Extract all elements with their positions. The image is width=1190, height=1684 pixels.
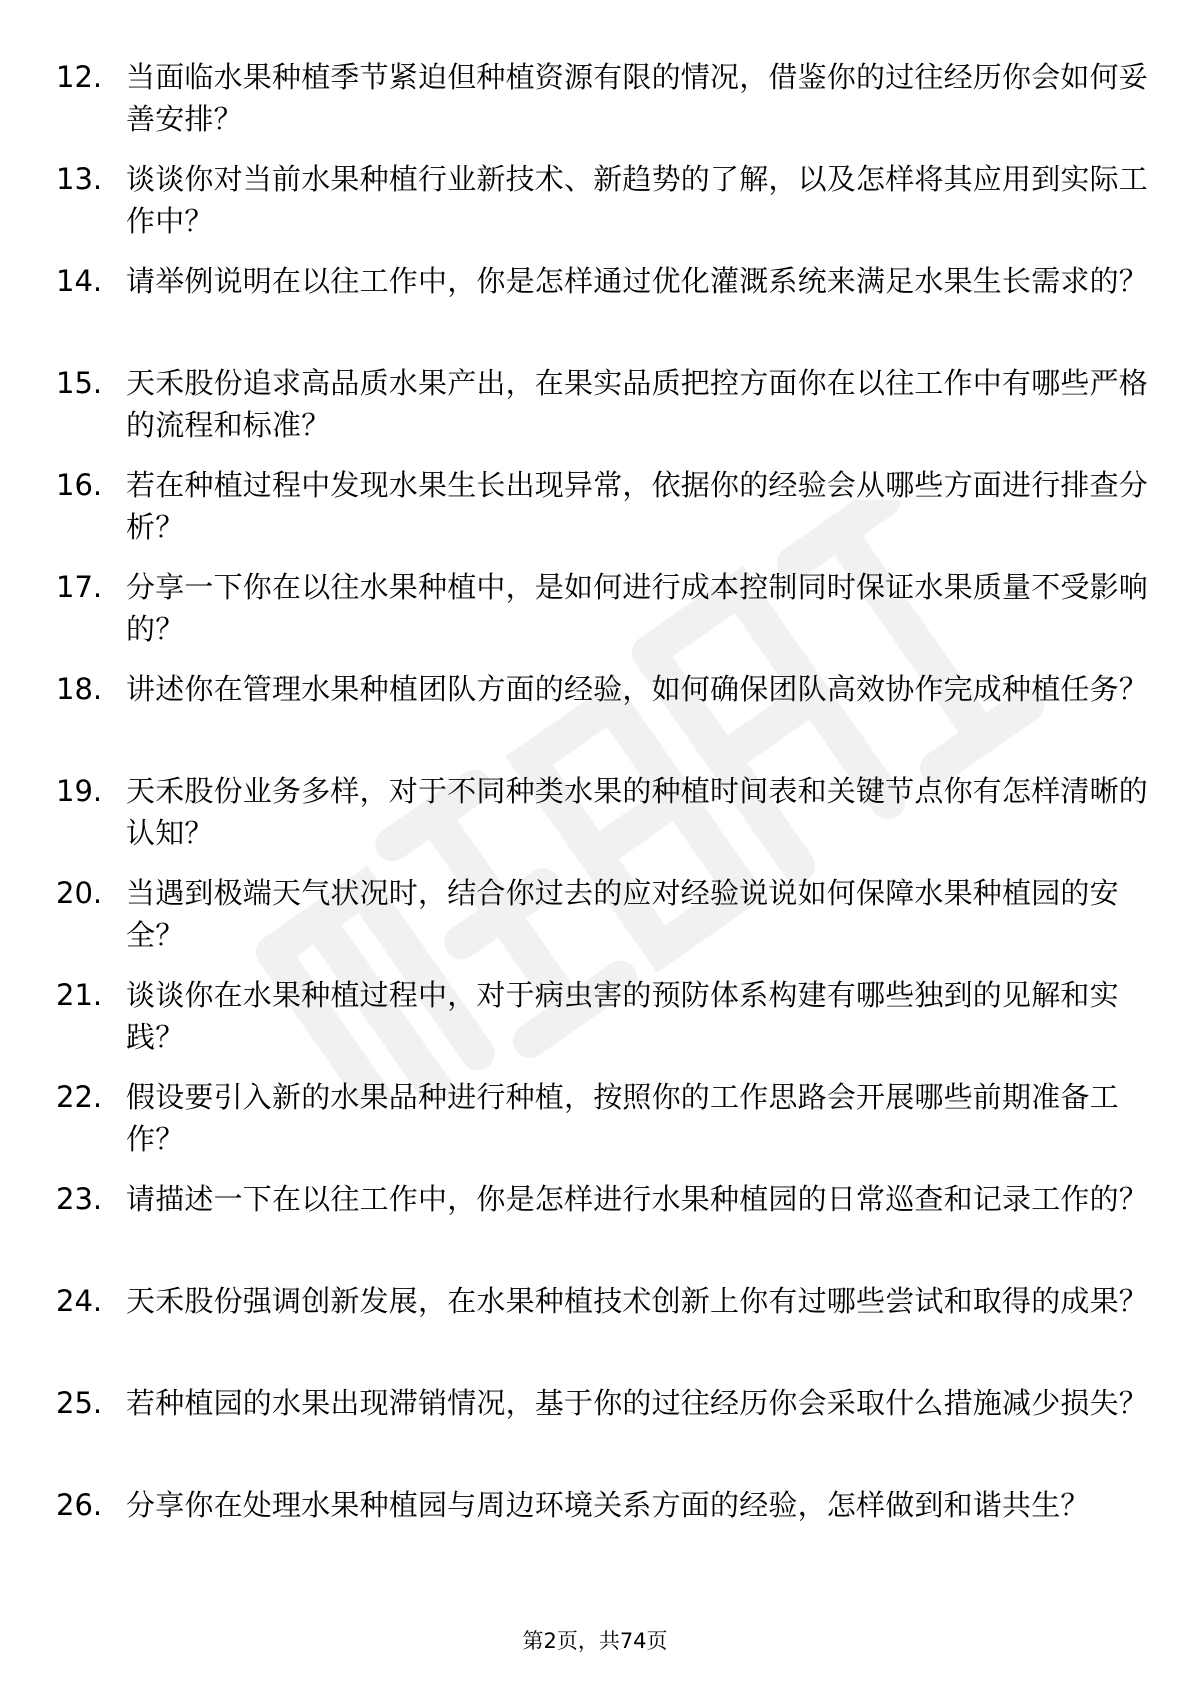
question-item <box>56 464 1149 566</box>
question-text: 若种植园的水果出现滞销情况，基于你的过往经历你会采取什么措施减少损失？ <box>126 1386 1149 1420</box>
question-text: 天禾股份追求高品质水果产出，在果实品质把控方面你在以往工作中有哪些严格的流程和标准？ <box>126 366 1149 442</box>
question-number: 15. <box>56 366 103 400</box>
page-footer: 第2页，共74页 <box>522 1629 668 1653</box>
question-text: 分享你在处理水果种植园与周边环境关系方面的经验，怎样做到和谐共生？ <box>126 1488 1090 1522</box>
question-text: 请举例说明在以往工作中，你是怎样通过优化灌溉系统来满足水果生长需求的？ <box>126 264 1149 298</box>
question-text: 天禾股份强调创新发展，在水果种植技术创新上你有过哪些尝试和取得的成果？ <box>126 1284 1149 1318</box>
question-item <box>56 362 1149 464</box>
question-text: 分享一下你在以往水果种植中，是如何进行成本控制同时保证水果质量不受影响的？ <box>126 570 1149 646</box>
question-item <box>56 56 1149 158</box>
question-item <box>56 566 1149 668</box>
question-number: 12. <box>56 60 103 94</box>
question-number: 17. <box>56 570 103 604</box>
question-item <box>56 1076 1119 1178</box>
question-item <box>56 1484 1116 1586</box>
question-item <box>56 974 1119 1076</box>
question-number: 24. <box>56 1284 103 1318</box>
question-item <box>56 668 1149 770</box>
question-item <box>56 260 1149 362</box>
question-item <box>56 1178 1149 1280</box>
question-text: 若在种植过程中发现水果生长出现异常，依据你的经验会从哪些方面进行排查分析？ <box>126 468 1149 544</box>
question-text: 天禾股份业务多样，对于不同种类水果的种植时间表和关键节点你有怎样清晰的认知？ <box>126 774 1149 850</box>
question-number: 25. <box>56 1386 103 1420</box>
question-text: 当遇到极端天气状况时，结合你过去的应对经验说说如何保障水果种植园的安全？ <box>126 876 1119 952</box>
question-number: 14. <box>56 264 103 298</box>
question-number: 23. <box>56 1182 103 1216</box>
question-list <box>56 56 1149 1586</box>
question-number: 18. <box>56 672 103 706</box>
question-text: 讲述你在管理水果种植团队方面的经验，如何确保团队高效协作完成种植任务？ <box>126 672 1149 706</box>
question-number: 16. <box>56 468 103 502</box>
question-number: 13. <box>56 162 103 196</box>
question-text: 假设要引入新的水果品种进行种植，按照你的工作思路会开展哪些前期准备工作？ <box>126 1080 1119 1156</box>
question-item <box>56 1280 1149 1382</box>
question-item <box>56 872 1119 974</box>
question-text: 当面临水果种植季节紧迫但种植资源有限的情况，借鉴你的过往经历你会如何妥善安排？ <box>126 60 1149 136</box>
question-text: 请描述一下在以往工作中，你是怎样进行水果种植园的日常巡查和记录工作的？ <box>126 1182 1149 1216</box>
question-text: 谈谈你在水果种植过程中，对于病虫害的预防体系构建有哪些独到的见解和实践？ <box>126 978 1119 1054</box>
question-number: 19. <box>56 774 103 808</box>
question-number: 26. <box>56 1488 103 1522</box>
question-item <box>56 770 1149 872</box>
question-item <box>56 1382 1149 1484</box>
question-number: 22. <box>56 1080 103 1114</box>
question-number: 21. <box>56 978 103 1012</box>
question-text: 谈谈你对当前水果种植行业新技术、新趋势的了解，以及怎样将其应用到实际工作中？ <box>126 162 1149 238</box>
question-item <box>56 158 1149 260</box>
question-number: 20. <box>56 876 103 910</box>
